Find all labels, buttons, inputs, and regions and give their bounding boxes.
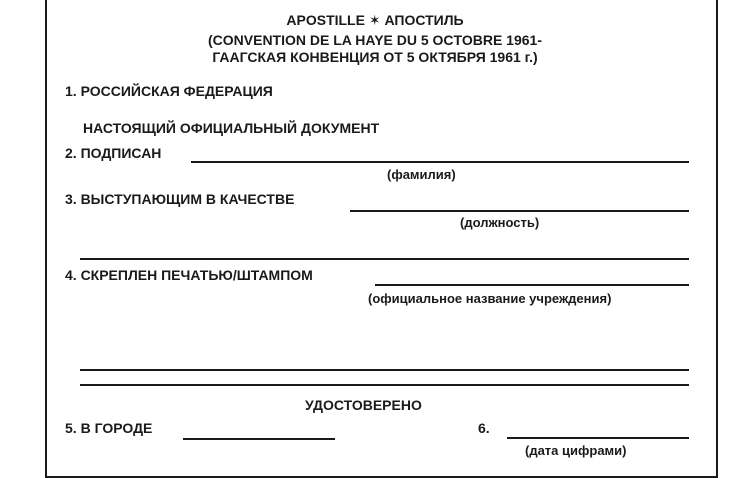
header-title: APOSTILLE ✶ АПОСТИЛЬ: [286, 12, 464, 28]
date-caption: (дата цифрами): [525, 443, 627, 458]
header-convention-fr: (CONVENTION DE LA HAYE DU 5 OCTOBRE 1961-: [208, 32, 542, 48]
date-line[interactable]: [507, 437, 689, 439]
document-intro: НАСТОЯЩИЙ ОФИЦИАЛЬНЫЙ ДОКУМЕНТ: [83, 120, 380, 136]
header-convention-ru: ГААГСКАЯ КОНВЕНЦИЯ ОТ 5 ОКТЯБРЯ 1961 г.): [212, 49, 538, 65]
acting-position-line-continued[interactable]: [80, 258, 689, 260]
acting-position-line[interactable]: [350, 210, 689, 212]
institution-line-continued-2[interactable]: [80, 384, 689, 386]
field-3-acting-label: 3. ВЫСТУПАЮЩИМ В КАЧЕСТВЕ: [65, 191, 295, 207]
institution-line-continued-1[interactable]: [80, 369, 689, 371]
certified-heading: УДОСТОВЕРЕНО: [305, 397, 422, 413]
city-line[interactable]: [183, 438, 335, 440]
field-4-sealed-label: 4. СКРЕПЛЕН ПЕЧАТЬЮ/ШТАМПОМ: [65, 267, 313, 283]
field-2-signed-label: 2. ПОДПИСАН: [65, 145, 162, 161]
signed-name-line[interactable]: [191, 161, 689, 163]
field-1-country: 1. РОССИЙСКАЯ ФЕДЕРАЦИЯ: [65, 83, 273, 99]
field-5-city-label: 5. В ГОРОДЕ: [65, 420, 153, 436]
field-6-date-label: 6.: [478, 420, 490, 436]
acting-position-caption: (должность): [460, 215, 540, 230]
signed-name-caption: (фамилия): [387, 167, 456, 182]
sealed-institution-caption: (официальное название учреждения): [368, 291, 612, 306]
sealed-institution-line[interactable]: [375, 284, 689, 286]
